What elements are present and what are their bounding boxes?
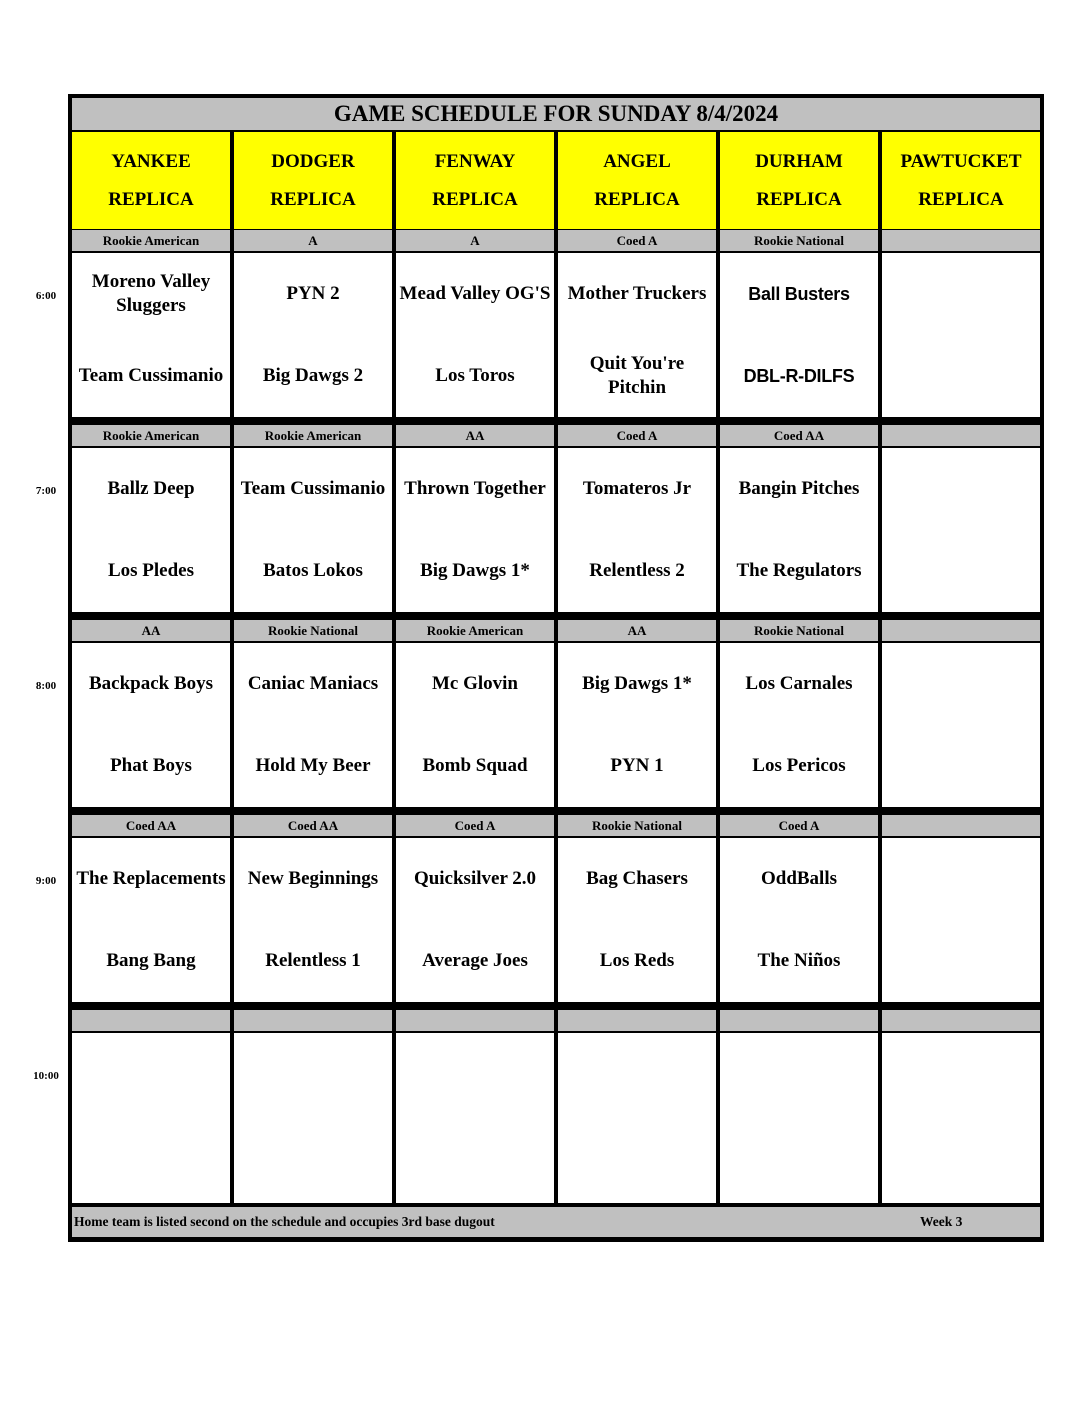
game-cell <box>396 1033 554 1203</box>
home-team: Team Cussimanio <box>78 365 224 386</box>
home-team <box>234 1118 392 1203</box>
game-cell <box>720 838 878 1002</box>
away-team <box>234 1033 392 1118</box>
home-team: Relentless 1 <box>265 950 361 971</box>
division-label <box>720 1010 878 1031</box>
division-label: Coed A <box>396 815 554 836</box>
game-cell <box>396 838 554 1002</box>
away-team <box>882 643 1040 725</box>
time-label: 7:00 <box>35 485 57 497</box>
field-header <box>72 132 230 229</box>
field-type: REPLICA <box>270 188 356 210</box>
away-team: Ballz Deep <box>107 478 195 499</box>
field-type: REPLICA <box>594 188 680 210</box>
division-label: Rookie National <box>720 620 878 641</box>
field-type: REPLICA <box>108 188 194 210</box>
game-cell <box>882 643 1040 807</box>
field-type: REPLICA <box>756 188 842 210</box>
away-team <box>882 838 1040 920</box>
field-name: DODGER <box>271 150 355 172</box>
game-cell <box>558 253 716 417</box>
field-type: REPLICA <box>918 188 1004 210</box>
away-team <box>882 448 1040 530</box>
home-team <box>558 1118 716 1203</box>
away-team <box>72 1033 230 1118</box>
away-team: Caniac Maniacs <box>247 673 379 694</box>
game-cell <box>396 253 554 417</box>
game-cell <box>558 643 716 807</box>
week-label: Week 3 <box>920 1214 963 1229</box>
division-label: Rookie American <box>234 425 392 446</box>
home-team <box>882 920 1040 1002</box>
division-label: Rookie American <box>72 230 230 251</box>
game-cell <box>396 448 554 612</box>
away-team: OddBalls <box>760 868 838 889</box>
division-label: Coed AA <box>720 425 878 446</box>
division-label: Rookie National <box>558 815 716 836</box>
game-cell <box>72 643 230 807</box>
away-team: Moreno Valley Sluggers <box>91 271 211 316</box>
game-cell <box>396 643 554 807</box>
away-team: Mc Glovin <box>431 673 519 694</box>
division-label: Rookie National <box>234 620 392 641</box>
game-cell <box>720 643 878 807</box>
away-team: Quicksilver 2.0 <box>413 868 537 889</box>
division-label <box>882 620 1040 641</box>
home-team: Big Dawgs 2 <box>262 365 364 386</box>
division-label: Rookie American <box>396 620 554 641</box>
home-team: Los Pledes <box>107 560 195 581</box>
home-team: Relentless 2 <box>589 560 685 581</box>
home-team: The Niños <box>757 950 841 971</box>
field-header <box>234 132 392 229</box>
away-team: Tomateros Jr <box>582 478 692 499</box>
away-team: The Replacements <box>76 868 226 889</box>
game-cell <box>72 838 230 1002</box>
away-team: Thrown Together <box>404 478 546 499</box>
time-label: 10:00 <box>33 1070 59 1082</box>
division-label: Coed A <box>720 815 878 836</box>
game-cell <box>720 253 878 417</box>
game-cell <box>720 1033 878 1203</box>
field-name: ANGEL <box>603 150 671 172</box>
game-cell <box>72 448 230 612</box>
home-team <box>882 335 1040 417</box>
division-label: Coed AA <box>234 815 392 836</box>
game-cell <box>234 838 392 1002</box>
away-team: Bangin Pitches <box>738 478 860 499</box>
home-team: Hold My Beer <box>255 755 371 776</box>
game-cell <box>72 253 230 417</box>
division-label <box>882 1010 1040 1031</box>
time-label: 9:00 <box>35 875 57 887</box>
game-cell <box>558 838 716 1002</box>
home-team <box>72 1118 230 1203</box>
away-team: Los Carnales <box>745 673 853 694</box>
away-team: Mother Truckers <box>567 283 707 304</box>
field-header <box>396 132 554 229</box>
division-label <box>72 1010 230 1031</box>
schedule-title: GAME SCHEDULE FOR SUNDAY 8/4/2024 <box>72 98 1040 130</box>
game-cell <box>882 838 1040 1002</box>
division-label <box>558 1010 716 1031</box>
game-cell <box>234 253 392 417</box>
division-label: Rookie American <box>72 425 230 446</box>
home-team <box>882 725 1040 807</box>
home-team: The Regulators <box>736 560 862 581</box>
home-team: Quit You're Pitchin <box>589 353 685 398</box>
game-cell <box>558 1033 716 1203</box>
game-cell <box>72 1033 230 1203</box>
footer-bar <box>72 1207 1040 1237</box>
division-label <box>882 425 1040 446</box>
home-team: PYN 1 <box>610 755 664 776</box>
home-team <box>882 1118 1040 1203</box>
field-header <box>882 132 1040 229</box>
away-team: Bag Chasers <box>586 868 688 889</box>
division-label: A <box>396 230 554 251</box>
division-label: Coed AA <box>72 815 230 836</box>
away-team: Team Cussimanio <box>240 478 386 499</box>
game-cell <box>234 1033 392 1203</box>
away-team <box>396 1033 554 1118</box>
home-team <box>882 530 1040 612</box>
field-name: DURHAM <box>755 150 843 172</box>
field-header <box>720 132 878 229</box>
home-team: Los Reds <box>599 950 675 971</box>
home-team-note: Home team is listed second on the schedule and occupies 3rd base dugout <box>74 1214 495 1229</box>
home-team: Average Joes <box>422 950 528 971</box>
home-team: Bomb Squad <box>422 755 528 776</box>
game-cell <box>882 1033 1040 1203</box>
home-team: Big Dawgs 1* <box>420 560 530 581</box>
field-header <box>558 132 716 229</box>
field-name: FENWAY <box>434 150 516 172</box>
game-cell <box>558 448 716 612</box>
away-team <box>882 253 1040 335</box>
division-label: A <box>234 230 392 251</box>
game-cell <box>234 448 392 612</box>
game-cell <box>720 448 878 612</box>
away-team: New Beginnings <box>247 868 379 889</box>
field-name: PAWTUCKET <box>900 150 1022 172</box>
time-label: 6:00 <box>35 290 57 302</box>
away-team <box>882 1033 1040 1118</box>
division-label: AA <box>396 425 554 446</box>
away-team <box>720 1033 878 1118</box>
home-team: Los Toros <box>435 365 515 386</box>
home-team <box>720 1118 878 1203</box>
field-type: REPLICA <box>432 188 518 210</box>
division-label <box>882 815 1040 836</box>
home-team: Phat Boys <box>110 755 192 776</box>
game-cell <box>882 448 1040 612</box>
home-team: Los Pericos <box>752 755 846 776</box>
away-team: Big Dawgs 1* <box>582 673 692 694</box>
field-name: YANKEE <box>111 150 191 172</box>
game-cell <box>882 253 1040 417</box>
away-team: Backpack Boys <box>88 673 214 694</box>
away-team: Ball Busters <box>748 284 850 304</box>
away-team: Mead Valley OG'S <box>399 283 551 304</box>
division-label: Rookie National <box>720 230 878 251</box>
home-team: Bang Bang <box>106 950 196 971</box>
away-team <box>558 1033 716 1118</box>
away-team: PYN 2 <box>286 283 340 304</box>
division-label <box>882 230 1040 251</box>
home-team: Batos Lokos <box>263 560 363 581</box>
home-team <box>396 1118 554 1203</box>
division-label: AA <box>72 620 230 641</box>
time-label: 8:00 <box>35 680 57 692</box>
division-label: Coed A <box>558 425 716 446</box>
home-team: DBL-R-DILFS <box>743 366 855 386</box>
schedule-table <box>68 94 1044 1242</box>
division-label: AA <box>558 620 716 641</box>
division-label <box>234 1010 392 1031</box>
game-cell <box>234 643 392 807</box>
division-label: Coed A <box>558 230 716 251</box>
division-label <box>396 1010 554 1031</box>
